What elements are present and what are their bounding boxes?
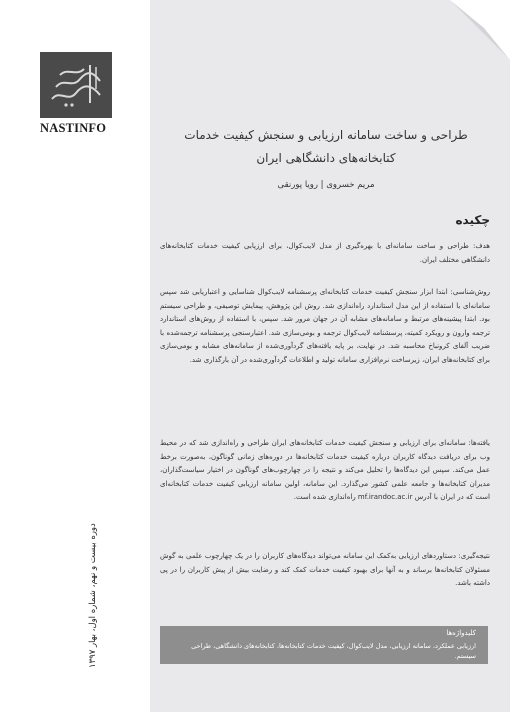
page-curl-icon — [420, 0, 510, 90]
journal-sidebar — [0, 0, 128, 712]
abstract-paragraph-objective: هدف: طراحی و ساخت سامانه‌ای با بهره‌گیری از مدل لایب‌کوال، برای ارزیابی کیفیت خدمات کتابخانه‌های دانشگاهی مختلف ایران. — [160, 242, 490, 264]
issue-info: دوره بیست و نهم، شماره اول، بهار ۱۳۹۷ — [88, 523, 98, 668]
abstract-heading: چکیده — [455, 213, 490, 227]
abstract-paragraph-methodology: روش‌شناسی: ابتدا ابزار سنجش کیفیت خدمات کتابخانه‌ای پرسشنامه لایب‌کوال شناسایی و اعتباریابی شد سپس سامانه‌ای با استفاده از این مدل استاندارد راه‌اندازی شد. روش این پژوهش، پیمایش توصیفی، و طراحی سیستم بود. ابتدا پیشینه‌های مرتبط و سامانه‌های مشابه آن در جهان مرور شد. سپس، با استفاده از روش‌های استاندارد ترجمه وارون و رویکرد کمیته، پرسشنامه لایب‌کوال ترجمه و بومی‌سازی شد. اعتبارسنجی پرسشنامه ترجمه‌شده با ضریب آلفای کرونباخ محاسبه شد. در نهایت، بر پایه یافته‌های گردآوری‌شده از سامانه‌های مشابه و بومی‌سازی برای کتابخانه‌های ایران، زیرساخت نرم‌افزاری سامانه تولید و اطلاعات گردآوری‌شده در آن بارگذاری شد. — [160, 288, 490, 364]
journal-logo-text: NASTINFO — [40, 121, 107, 135]
article-title-line-2: کتابخانه‌های دانشگاهی ایران — [256, 151, 396, 165]
article-title — [170, 124, 482, 170]
journal-logo — [40, 52, 112, 118]
keywords-text: ارزیابی عملکرد، سامانه ارزیابی، مدل لایب‌کوال، کیفیت خدمات کتابخانه‌ها، کتابخانه‌های دانشگاهی، طراحی سیستم. — [191, 642, 476, 660]
article-authors: مریم خسروی | رویا پورنقی — [277, 180, 375, 190]
abstract-paragraph-conclusion: نتیجه‌گیری: دستاوردهای ارزیابی به‌کمک این سامانه می‌تواند دیدگاه‌های کاربران را در یک چهارچوب علمی به گوش مسئولان کتابخانه‌ها برساند و به آنها برای بهبود کیفیت خدمات کمک کند و رضایت بیش از پیش کاربران را در پی داشته باشد. — [160, 552, 490, 587]
keywords-box — [160, 626, 488, 664]
abstract-paragraph-findings: یافته‌ها: سامانه‌ای برای ارزیابی و سنجش کیفیت خدمات کتابخانه‌های ایران طراحی و راه‌اندازی شد که در محیط وب برای دریافت دیدگاه کاربران درباره کیفیت خدمات کتابخانه‌ها در دوره‌های زمانی گوناگون، به‌صورت برخط عمل می‌کند. سپس این دیدگاه‌ها را تحلیل می‌کند و نتیجه را در چهارچوب‌های گوناگون در اختیار سیاست‌گذاران، مدیران کتابخانه‌ها و جامعه علمی کشور می‌گذارد. این سامانه، اولین سامانه ارزیابی کیفیت خدمات کتابخانه‌ای است که در ایران با آدرس mf.irandoc.ac.ir راه‌اندازی شده است. — [160, 439, 490, 501]
article-title-line-1: طراحی و ساخت سامانه ارزیابی و سنجش کیفیت خدمات — [184, 128, 468, 142]
calligraphy-logo-icon — [46, 59, 106, 111]
keywords-title: کلیدواژه‌ها — [446, 629, 476, 637]
